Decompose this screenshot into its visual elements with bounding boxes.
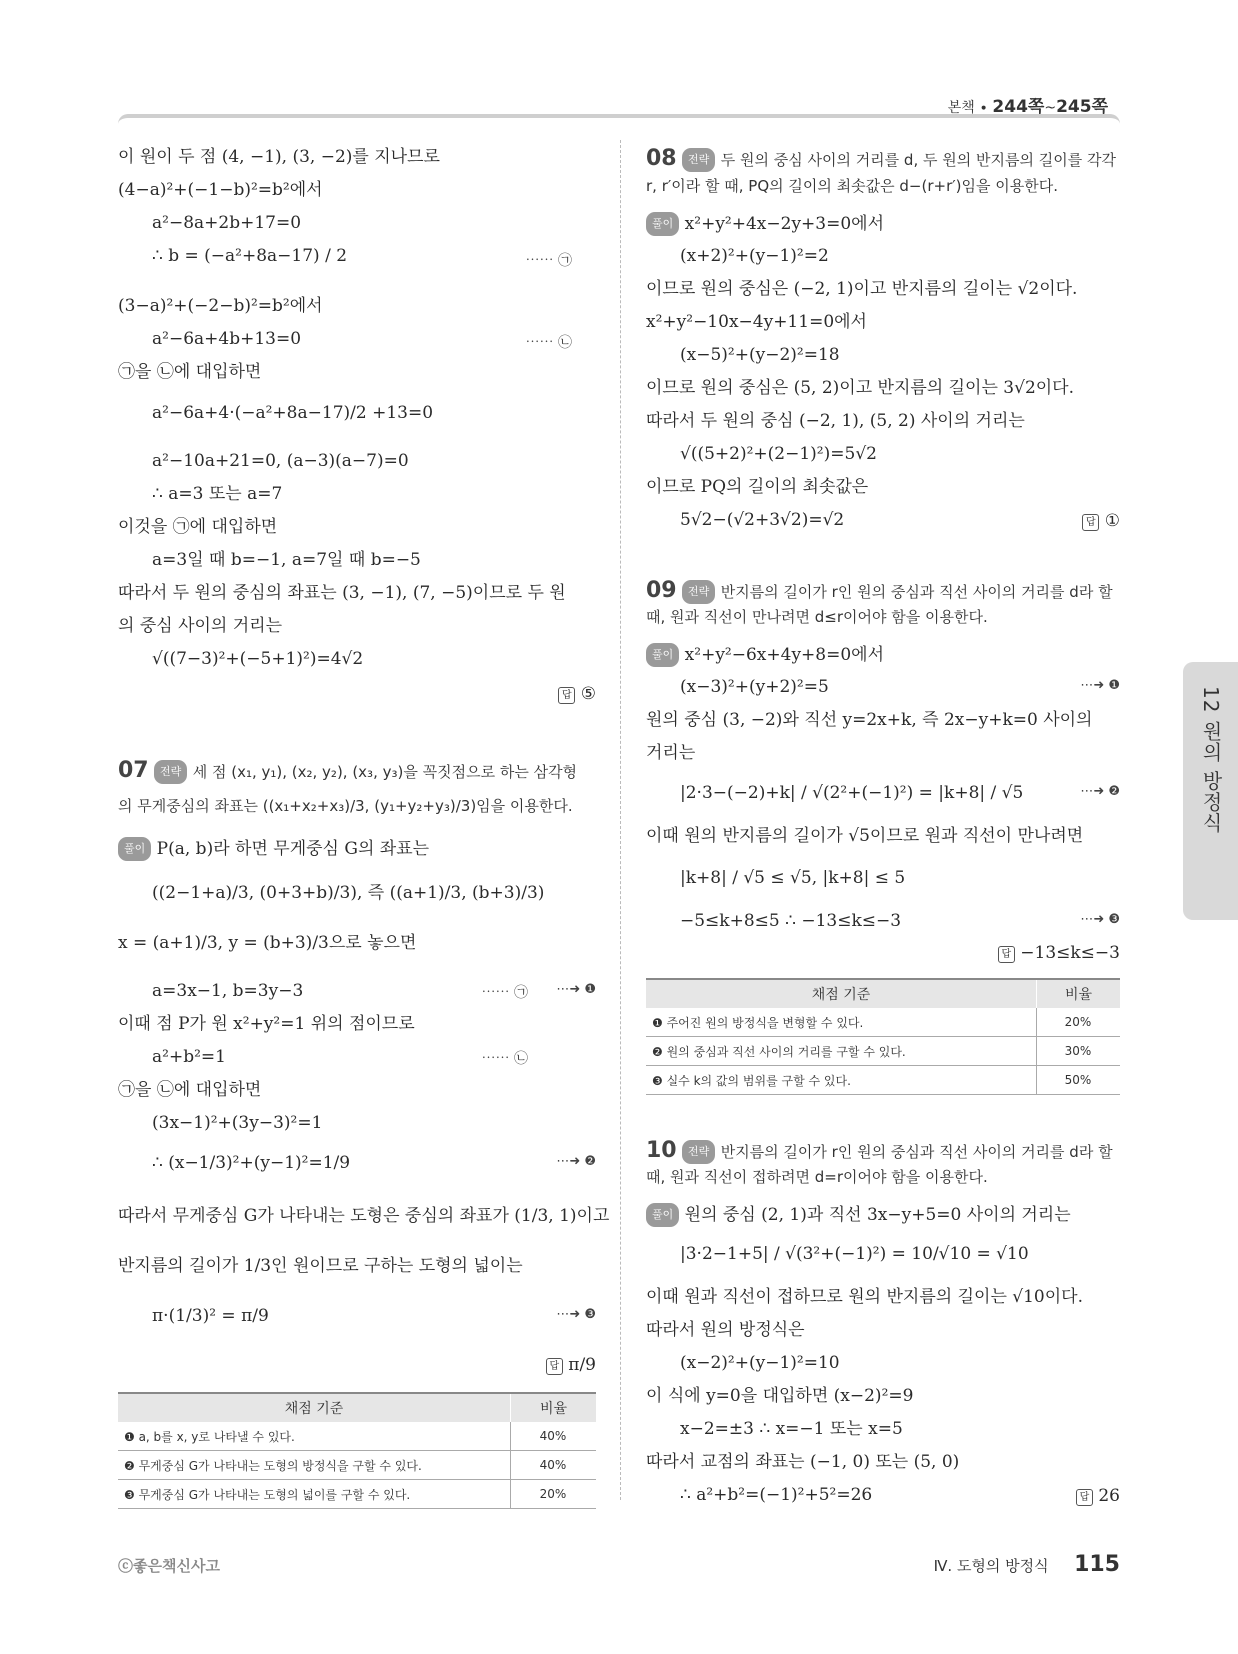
p10-line: 이 식에 y=0을 대입하면 (x−2)²=9 xyxy=(646,1386,914,1406)
step-1-marker: ⋯➜ ❶ xyxy=(1080,678,1120,693)
p10-line: x−2=±3 ∴ x=−1 또는 x=5 xyxy=(680,1419,903,1439)
p06-line: 이 원이 두 점 (4, −1), (3, −2)를 지나므로 xyxy=(118,147,440,167)
p09-line: |k+8| / √5 ≤ √5, |k+8| ≤ 5 xyxy=(680,868,906,888)
chapter-side-tab xyxy=(1183,662,1238,920)
p10-strategy-2: 때, 원과 직선이 접하려면 d=r이어야 함을 이용한다. xyxy=(646,1168,988,1186)
p07-strategy-1: 세 점 (x₁, y₁), (x₂, y₂), (x₃, y₃)을 꼭짓점으로 하는 삼각형 xyxy=(192,763,578,781)
p06-line: a²−10a+21=0, (a−3)(a−7)=0 xyxy=(152,451,409,471)
p09-line: (x−3)²+(y+2)²=5 xyxy=(680,677,829,697)
strategy-badge: 전략 xyxy=(682,580,715,604)
column-divider xyxy=(620,140,621,1500)
mark-b: ⋯⋯ ㉡ xyxy=(525,335,572,351)
answer-icon: 답 xyxy=(1076,1489,1093,1506)
p09-strategy-2: 때, 원과 직선이 만나려면 d≤r이어야 함을 이용한다. xyxy=(646,608,988,626)
step-2-marker: ⋯➜ ❷ xyxy=(556,1154,596,1169)
p07-line: a=3x−1, b=3y−3 xyxy=(152,981,304,1001)
table-row xyxy=(118,1451,596,1480)
p10-answer xyxy=(1076,1486,1120,1506)
step-2-marker: ⋯➜ ❷ xyxy=(1080,784,1120,799)
p10-line: 따라서 원의 방정식은 xyxy=(646,1320,805,1340)
ratio-cell: 40% xyxy=(511,1451,597,1480)
table-row xyxy=(118,1422,596,1451)
p08-line: √((5+2)²+(2−1)²)=5√2 xyxy=(680,444,877,464)
p07-number: 07 xyxy=(118,758,149,783)
p08-line: 이므로 PQ의 길이의 최솟값은 xyxy=(646,477,869,497)
answer-icon: 답 xyxy=(558,687,575,704)
p07-line: 이때 점 P가 원 x²+y²=1 위의 점이므로 xyxy=(118,1014,415,1034)
range-sep: ~ xyxy=(1044,100,1057,116)
p06-line: ∴ b = (−a²+8a−17) / 2 xyxy=(152,246,348,266)
book-label: 본책 xyxy=(947,100,975,116)
ratio-header: 비율 xyxy=(511,1393,597,1422)
p07-line: ㉠을 ㉡에 대입하면 xyxy=(118,1080,262,1100)
p09-strategy-1: 반지름의 길이가 r인 원의 중심과 직선 사이의 거리를 d라 할 xyxy=(720,583,1113,601)
step-3-marker: ⋯➜ ❸ xyxy=(556,1307,596,1322)
p06-line: (4−a)²+(−1−b)²=b²에서 xyxy=(118,180,323,200)
p07-score-table xyxy=(118,1392,596,1509)
p07-line: ∴ (x−1/3)²+(y−1)²=1/9 xyxy=(152,1153,351,1173)
strategy-badge: 전략 xyxy=(682,148,715,172)
p08-answer xyxy=(1082,511,1120,531)
left-column xyxy=(118,0,610,1654)
p08-strategy-2: r, r′이라 할 때, PQ의 길이의 최솟값은 d−(r+r′)임을 이용한다. xyxy=(646,177,1058,195)
p08-line: 이므로 원의 중심은 (5, 2)이고 반지름의 길이는 3√2이다. xyxy=(646,378,1075,398)
table-row xyxy=(646,1008,1120,1037)
p10-line: 따라서 교점의 좌표는 (−1, 0) 또는 (5, 0) xyxy=(646,1452,960,1472)
p08-line xyxy=(646,212,884,236)
p09-line: −5≤k+8≤5 ∴ −13≤k≤−3 xyxy=(680,911,902,931)
p09-answer-value: −13≤k≤−3 xyxy=(1020,943,1120,963)
p08-line: (x+2)²+(y−1)²=2 xyxy=(680,246,829,266)
right-column xyxy=(646,0,1120,1654)
criteria-cell: ❸ 실수 k의 값의 범위를 구할 수 있다. xyxy=(646,1066,1037,1095)
criteria-cell: ❷ 원의 중심과 직선 사이의 거리를 구할 수 있다. xyxy=(646,1037,1037,1066)
answer-icon: 답 xyxy=(998,946,1015,963)
p08-strategy xyxy=(646,148,1116,172)
p09-answer xyxy=(998,943,1120,963)
p10-line: ∴ a²+b²=(−1)²+5²=26 xyxy=(680,1485,873,1505)
p08-strategy-1: 두 원의 중심 사이의 거리를 d, 두 원의 반지름의 길이를 각각 xyxy=(720,151,1116,169)
p07-line: ((2−1+a)/3, (0+3+b)/3), 즉 ((a+1)/3, (b+3)/3) xyxy=(152,883,545,903)
ratio-header: 비율 xyxy=(1037,979,1121,1008)
p08-line-text: x²+y²+4x−2y+3=0에서 xyxy=(684,214,885,234)
p08-line: x²+y²−10x−4y+11=0에서 xyxy=(646,312,867,332)
ratio-cell: 20% xyxy=(511,1480,597,1509)
answer-icon: 답 xyxy=(1082,514,1099,531)
solution-badge: 풀이 xyxy=(646,1203,679,1227)
p10-line: |3·2−1+5| / √(3²+(−1)²) = 10/√10 = √10 xyxy=(680,1244,1029,1264)
p09-line xyxy=(646,643,884,667)
p06-line: (3−a)²+(−2−b)²=b²에서 xyxy=(118,296,323,316)
p07-line-text: P(a, b)라 하면 무게중심 G의 좌표는 xyxy=(156,839,430,859)
p10-line xyxy=(646,1203,1071,1227)
range-end: 245쪽 xyxy=(1056,97,1108,117)
criteria-header: 채점 기준 xyxy=(646,979,1037,1008)
p08-line: (x−5)²+(y−2)²=18 xyxy=(680,345,840,365)
strategy-badge: 전략 xyxy=(154,760,187,784)
p07-line: π·(1/3)² = π/9 xyxy=(152,1306,269,1326)
p07-line: a²+b²=1 xyxy=(152,1047,226,1067)
p06-line: a²−6a+4·(−a²+8a−17)/2 +13=0 xyxy=(152,403,434,423)
p08-line: 5√2−(√2+3√2)=√2 xyxy=(680,510,845,530)
solution-badge: 풀이 xyxy=(646,643,679,667)
criteria-cell: ❶ a, b를 x, y로 나타낼 수 있다. xyxy=(118,1422,511,1451)
p10-strategy-1: 반지름의 길이가 r인 원의 중심과 직선 사이의 거리를 d라 할 xyxy=(720,1143,1113,1161)
p10-line-text: 원의 중심 (2, 1)과 직선 3x−y+5=0 사이의 거리는 xyxy=(684,1205,1071,1225)
p10-strategy xyxy=(646,1140,1113,1164)
side-tab-label: 12 원의 방정식 xyxy=(1199,686,1223,834)
criteria-cell: ❷ 무게중심 G가 나타내는 도형의 방정식을 구할 수 있다. xyxy=(118,1451,511,1480)
step-1-marker: ⋯➜ ❶ xyxy=(556,982,596,997)
p06-line: 따라서 두 원의 중심의 좌표는 (3, −1), (7, −5)이므로 두 원 xyxy=(118,583,566,603)
p09-line: |2·3−(−2)+k| / √(2²+(−1)²) = |k+8| / √5 xyxy=(680,783,1024,803)
mark-a: ⋯⋯ ㉠ xyxy=(481,985,528,1001)
range-start: 244쪽 xyxy=(992,97,1045,117)
p06-line: a²−8a+2b+17=0 xyxy=(152,213,302,233)
p09-number: 09 xyxy=(646,578,677,603)
p09-line: 원의 중심 (3, −2)와 직선 y=2x+k, 즉 2x−y+k=0 사이의 xyxy=(646,710,1093,730)
p10-line: (x−2)²+(y−1)²=10 xyxy=(680,1353,840,1373)
p07-strategy xyxy=(118,760,577,784)
page-number: 115 xyxy=(1074,1552,1120,1577)
strategy-badge: 전략 xyxy=(682,1140,715,1164)
ratio-cell: 50% xyxy=(1037,1066,1121,1095)
p07-line: (3x−1)²+(3y−3)²=1 xyxy=(152,1113,323,1133)
mark-b: ⋯⋯ ㉡ xyxy=(481,1051,528,1067)
footer-page-info xyxy=(934,1552,1120,1577)
p06-line: 의 중심 사이의 거리는 xyxy=(118,616,283,636)
publisher-logo: ⓒ좋은책신사고 xyxy=(118,1557,220,1575)
ratio-cell: 30% xyxy=(1037,1037,1121,1066)
page-reference: 본책 ∙ 244쪽~245쪽 xyxy=(947,97,1108,117)
p07-line: x = (a+1)/3, y = (b+3)/3으로 놓으면 xyxy=(118,933,417,953)
p06-line: a=3일 때 b=−1, a=7일 때 b=−5 xyxy=(152,550,421,570)
p06-answer xyxy=(558,684,596,704)
table-row xyxy=(118,1480,596,1509)
p09-strategy xyxy=(646,580,1113,604)
criteria-header: 채점 기준 xyxy=(118,1393,511,1422)
chapter-title: Ⅳ. 도형의 방정식 xyxy=(933,1557,1049,1575)
p07-strategy-2: 의 무게중심의 좌표는 ((x₁+x₂+x₃)/3, (y₁+y₂+y₃)/3)임을 이용한다. xyxy=(118,797,573,815)
table-row xyxy=(646,1066,1120,1095)
p06-answer-value: ⑤ xyxy=(580,684,596,704)
p09-line: 거리는 xyxy=(646,743,696,763)
mark-a: ⋯⋯ ㉠ xyxy=(525,253,572,269)
p08-line: 이므로 원의 중심은 (−2, 1)이고 반지름의 길이는 √2이다. xyxy=(646,279,1078,299)
p06-line: a²−6a+4b+13=0 xyxy=(152,329,302,349)
p06-line: ∴ a=3 또는 a=7 xyxy=(152,484,283,504)
answer-icon: 답 xyxy=(546,1358,563,1375)
p08-line: 따라서 두 원의 중심 (−2, 1), (5, 2) 사이의 거리는 xyxy=(646,411,1025,431)
ratio-cell: 40% xyxy=(511,1422,597,1451)
step-3-marker: ⋯➜ ❸ xyxy=(1080,912,1120,927)
p07-line: 따라서 무게중심 G가 나타내는 도형은 중심의 좌표가 (1/3, 1)이고 xyxy=(118,1206,610,1226)
p06-line: √((7−3)²+(−5+1)²)=4√2 xyxy=(152,649,364,669)
p08-number: 08 xyxy=(646,146,677,171)
p07-line xyxy=(118,837,429,861)
p09-line-text: x²+y²−6x+4y+8=0에서 xyxy=(684,645,885,665)
p07-answer-value: π/9 xyxy=(568,1355,596,1375)
criteria-cell: ❶ 주어진 원의 방정식을 변형할 수 있다. xyxy=(646,1008,1037,1037)
p07-line: 반지름의 길이가 1/3인 원이므로 구하는 도형의 넓이는 xyxy=(118,1256,523,1276)
table-row xyxy=(646,1037,1120,1066)
p10-number: 10 xyxy=(646,1138,677,1163)
solution-badge: 풀이 xyxy=(118,837,151,861)
p06-line: 이것을 ㉠에 대입하면 xyxy=(118,517,278,537)
p07-answer xyxy=(546,1355,596,1375)
p09-line: 이때 원의 반지름의 길이가 √5이므로 원과 직선이 만나려면 xyxy=(646,826,1084,846)
ratio-cell: 20% xyxy=(1037,1008,1121,1037)
p09-score-table xyxy=(646,978,1120,1095)
p06-line: ㉠을 ㉡에 대입하면 xyxy=(118,362,262,382)
p10-line: 이때 원과 직선이 접하므로 원의 반지름의 길이는 √10이다. xyxy=(646,1287,1083,1307)
solution-badge: 풀이 xyxy=(646,212,679,236)
p08-answer-value: ① xyxy=(1104,511,1120,531)
criteria-cell: ❸ 무게중심 G가 나타내는 도형의 넓이를 구할 수 있다. xyxy=(118,1480,511,1509)
p10-answer-value: 26 xyxy=(1098,1486,1120,1506)
